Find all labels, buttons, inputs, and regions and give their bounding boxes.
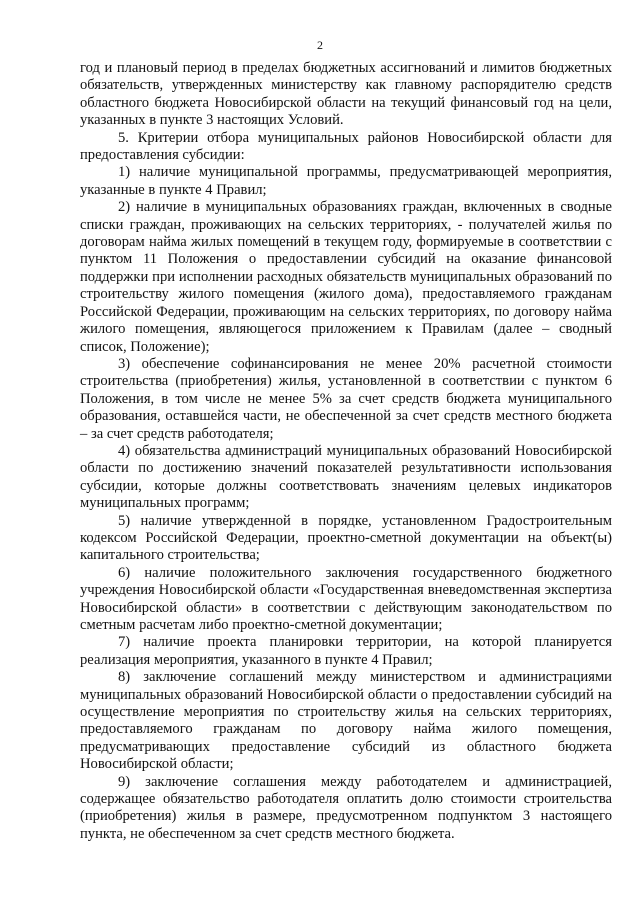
criterion-item-2: 2) наличие в муниципальных образованиях граждан, включенных в сводные списки граждан, проживающих на сельских территориях, - получателей жилья по договорам найма жилых помещений в текущем году, формируемые в соответствии с пунктом 11 Положения о предоставлении субсидий на оказание финансовой поддержки при исполнении расходных обязательств муниципальных образований по строительству жилого помещения (жилого дома), предоставляемого гражданам Российской Федерации, проживающим на сельских территориях, по договору найма жилого помещения, являющегося приложением к Правилам (далее – сводный список, Положение); (80, 199, 612, 355)
criterion-item-9: 9) заключение соглашения между работодателем и администрацией, содержащее обязательство работодателя оплатить долю стоимости строительства (приобретения) жилья в размере, предусмотренном подпунктом 3 настоящего пункта, не обеспеченном за счет средств местного бюджета. (80, 773, 612, 842)
paragraph-continuation: год и плановый период в пределах бюджетных ассигнований и лимитов бюджетных обязательств, утвержденных министерству как главному распорядителю средств областного бюджета Новосибирской области на текущий финансовый год на цели, указанных в пункте 3 настоящих Условий. (80, 60, 612, 129)
criterion-item-5: 5) наличие утвержденной в порядке, установленном Градостроительным кодексом Российской Федерации, проектно-сметной документации на объект(ы) капитального строительства; (80, 512, 612, 564)
page-number: 2 (317, 38, 323, 52)
criterion-item-4: 4) обязательства администраций муниципальных образований Новосибирской области по достижению значений показателей результативности использования субсидии, которые должны соответствовать значениям целевых индикаторов муниципальных программ; (80, 442, 612, 512)
document-body (80, 60, 612, 843)
criterion-item-8: 8) заключение соглашений между министерством и администрациями муниципальных образований Новосибирской области о предоставлении субсидий на осуществление мероприятия по строительству жилья на сельских территориях, предоставляемого гражданам по договору найма жилого помещения, предусматривающих предоставление субсидий из областного бюджета Новосибирской области; (80, 669, 612, 773)
criterion-item-7: 7) наличие проекта планировки территории, на которой планируется реализация мероприятия, указанного в пункте 4 Правил; (80, 634, 612, 668)
criterion-item-1: 1) наличие муниципальной программы, предусматривающей мероприятия, указанные в пункте 4 Правил; (80, 164, 612, 198)
criterion-item-3: 3) обеспечение софинансирования не менее 20% расчетной стоимости строительства (приобретения) жилья, установленной в соответствии с пунктом 6 Положения, в том числе не менее 5% за счет средств бюджета муниципального образования, оставшейся части, не обеспеченной за счет средств местного бюджета – за счет средств работодателя; (80, 355, 612, 442)
paragraph-criteria-heading: 5. Критерии отбора муниципальных районов Новосибирской области для предоставления субсидии: (80, 129, 612, 164)
criterion-item-6: 6) наличие положительного заключения государственного бюджетного учреждения Новосибирской области «Государственная вневедомственная экспертиза Новосибирской области» в соответствии с действующим законодательством по сметным расчетам либо проектно-сметной документации; (80, 564, 612, 633)
